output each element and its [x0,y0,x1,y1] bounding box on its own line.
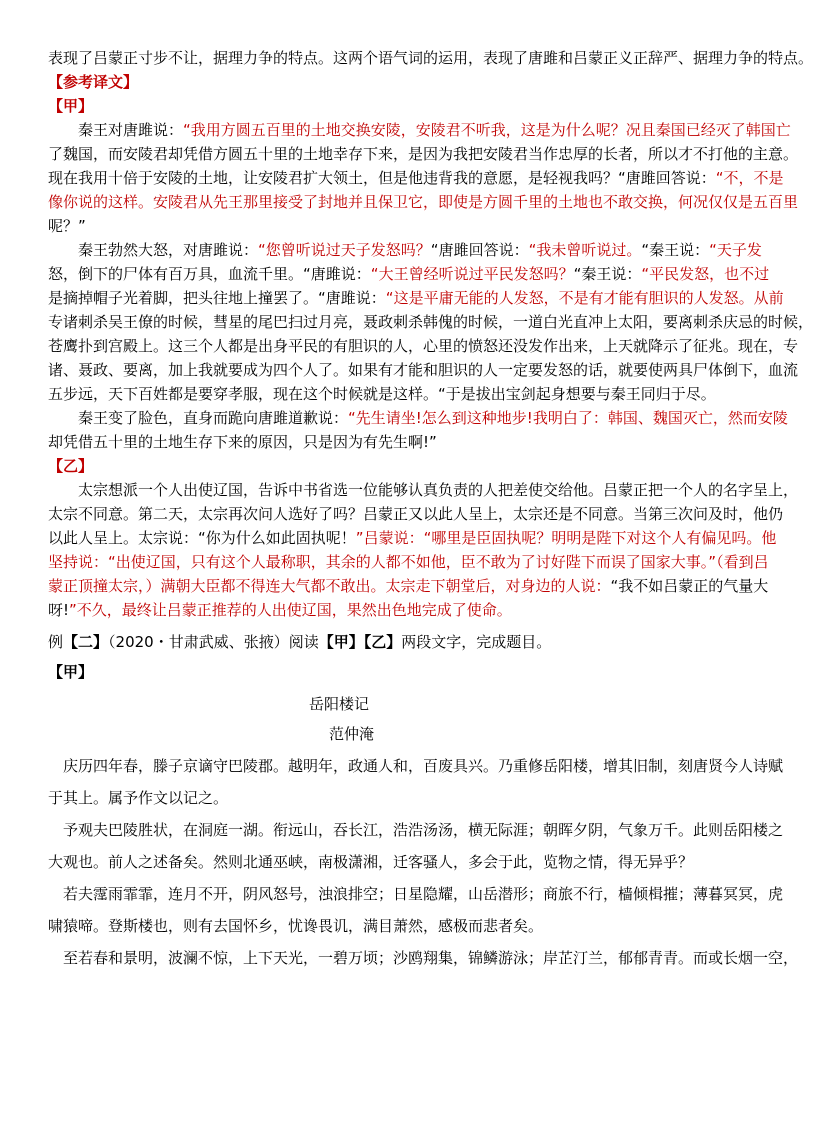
yi-p1-line: 太宗想派一个人出使辽国，告诉中书省选一位能够认真负责的人把差使交给他。吕蒙正把一个人的名字呈上， [78,481,799,499]
yueyang-line: 若夫霪雨霏霏，连月不开，阴风怒号，浊浪排空；日星隐耀，山岳潜形；商旅不行，樯倾楫摧；薄暮冥冥，虎 [63,885,784,903]
jia-p2-line: 专诸刺杀吴王僚的时候，彗星的尾巴扫过月亮，聂政刺杀韩傀的时候，一道白光直冲上太阳，要离刺杀庆忌的时候， [48,313,813,331]
yueyang-line: 庆历四年春，滕子京谪守巴陵郡。越明年，政通人和，百废具兴。乃重修岳阳楼，增其旧制，刻唐贤今人诗赋 [63,757,784,775]
text-author: 范仲淹 [329,725,375,743]
jia-p3-line: 却凭借五十里的土地生存下来的原因，只是因为有先生啊!” [48,433,437,451]
jia-p1-line: 了魏国，而安陵君却凭借方圆五十里的土地幸存下来，是因为我把安陵君当作忠厚的长者，所以才不打他的主意。 [48,145,799,163]
yi-p1-line: 呀!”不久，最终让吕蒙正推荐的人出使辽国，果然出色地完成了使命。 [48,601,512,619]
jia-p2-line: 秦王勃然大怒，对唐雎说：“您曾听说过天子发怒吗？“唐雎回答说：“我未曾听说过。“秦王说：“天子发 [78,241,762,259]
yi-p1-line: 以此人呈上。太宗说：“你为什么如此固执呢！”吕蒙说：“哪里是臣固执呢？明明是陛下对这个人有偏见吗。他 [48,529,777,547]
jia-p2-line: 是摘掉帽子光着脚，把头往地上撞罢了。“唐雎说：“这是平庸无能的人发怒，不是有才能有胆识的人发怒。从前 [48,289,784,307]
jia-p1-line: 现在我用十倍于安陵的土地，让安陵君扩大领土，但是他违背我的意愿，是轻视我吗？“唐雎回答说：“不，不是 [48,169,784,187]
example-question-line: 例【二】（2020・甘肃武威、张掖）阅读【甲】【乙】两段文字，完成题目。 [48,633,552,651]
jia-p3-line: 秦王变了脸色，直身而跪向唐雎道歉说：“先生请坐!怎么到这种地步!我明白了：韩国、魏国灭亡，然而安陵 [78,409,788,427]
yi-p1-line: 太宗不同意。第二天，太宗再次问人选好了吗？吕蒙正又以此人呈上，太宗还是不同意。当第三次问及时，他仍 [48,505,784,523]
jia-p1-line: 像你说的这样。安陵君从先王那里接受了封地并且保卫它，即使是方圆千里的土地也不敢交换，何况仅仅是五百里 [48,193,799,211]
jia-p2-line: 五步远，天下百姓都是要穿孝服，现在这个时候就是这样。“于是拔出宝剑起身想要与秦王同归于尽。 [48,385,716,403]
jia-p1-line: 呢？” [48,217,86,235]
analysis-text-line [48,46,813,70]
yueyang-line: 啸猿啼。登斯楼也，则有去国怀乡，忧谗畏讥，满目萧然，感极而悲者矣。 [48,917,544,935]
jia-p1-line: 秦王对唐雎说：“我用方圆五百里的土地交换安陵，安陵君不听我，这是为什么呢？况且秦国已经灭了韩国亡 [78,121,791,139]
yueyang-line: 于其上。属予作文以记之。 [48,789,229,807]
section-jia-label-2: 【甲】 [48,663,94,681]
yi-p1-line: 坚持说：“出使辽国，只有这个人最称职，其余的人都不如他，臣不敢为了讨好陛下而误了国家大事。”（看到吕 [48,553,769,571]
yi-p1-line: 蒙正顶撞太宗，）满朝大臣都不得连大气都不敢出。太宗走下朝堂后，对身边的人说：“我不如吕蒙正的气量大 [48,577,769,595]
section-jia-label: 【甲】 [48,97,94,115]
analysis-text: 表现了吕蒙正寸步不让，据理力争的特点。这两个语气词的运用，表现了唐雎和吕蒙正义正辞严、据理力争的特点。 [48,49,813,67]
reference-translation-heading: 【参考译文】 [48,73,139,91]
section-yi-label: 【乙】 [48,457,94,475]
jia-p2-line: 苍鹰扑到宫殿上。这三个人都是出身平民的有胆识的人，心里的愤怒还没发作出来，上天就降示了征兆。现在，专 [48,337,799,355]
yueyang-line: 予观夫巴陵胜状，在洞庭一湖。衔远山，吞长江，浩浩汤汤，横无际涯；朝晖夕阴，气象万千。此则岳阳楼之 [63,821,784,839]
jia-p2-line: 诸、聂政、要离，加上我就要成为四个人了。如果有才能和胆识的人一定要发怒的话，就要使两具尸体倒下，血流 [48,361,799,379]
text-title: 岳阳楼记 [309,695,370,713]
yueyang-line: 至若春和景明，波澜不惊，上下天光，一碧万顷；沙鸥翔集，锦鳞游泳；岸芷汀兰，郁郁青青。而或长烟一空， [63,949,799,967]
yueyang-line: 大观也。前人之述备矣。然则北通巫峡，南极潇湘，迁客骚人，多会于此，览物之情，得无异乎？ [48,853,694,871]
jia-p2-line: 怒，倒下的尸体有百万具，血流千里。“唐雎说：“大王曾经听说过平民发怒吗？“秦王说：“平民发怒，也不过 [48,265,770,283]
document-page [48,46,813,970]
